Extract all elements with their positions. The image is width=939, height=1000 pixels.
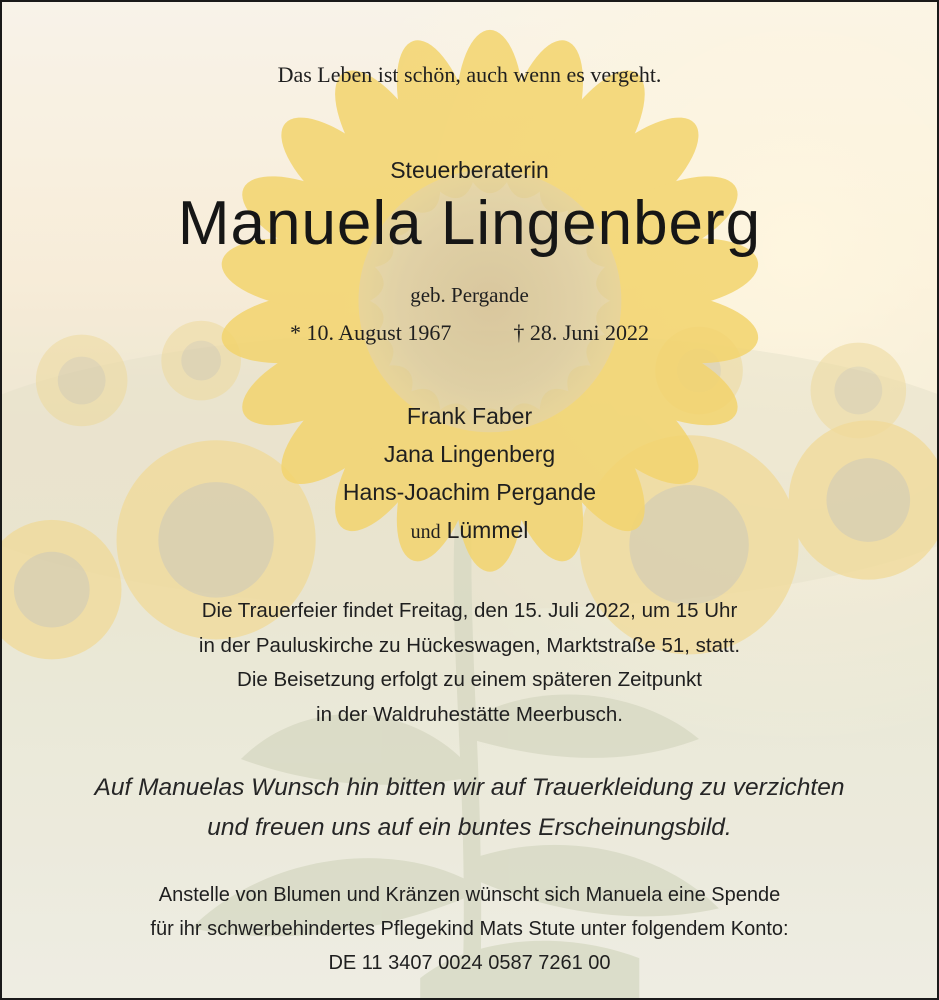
service-line: in der Pauluskirche zu Hückeswagen, Marktstraße 51, statt. [198, 633, 741, 657]
mourner: Jana Lingenberg [383, 441, 556, 467]
mourner: Hans-Joachim Pergande [342, 479, 597, 505]
service-line: Die Trauerfeier findet Freitag, den 15. Juli 2022, um 15 Uhr [201, 599, 738, 622]
life-dates [2, 320, 937, 346]
conjunction: und [410, 521, 441, 543]
mourner-last [2, 517, 937, 544]
birth-date: * 10. August 1967 [289, 320, 452, 345]
donation-request [2, 878, 937, 980]
motto: Das Leben ist schön, auch wenn es vergeht. [277, 62, 662, 87]
deceased-name: Manuela Lingenberg [177, 189, 762, 258]
wish-line: und freuen uns auf ein buntes Erscheinungsbild. [207, 814, 732, 841]
maiden-name: geb. Pergande [410, 283, 529, 307]
donation-iban: DE 11 3407 0024 0587 7261 00 [328, 952, 611, 974]
service-line: Die Beisetzung erfolgt zu einem späteren Zeitpunkt [237, 668, 702, 691]
mourner: Lümmel [446, 517, 529, 543]
mourner: Frank Faber [406, 403, 533, 429]
funeral-service-info [2, 594, 937, 732]
death-date: † 28. Juni 2022 [513, 320, 650, 345]
donation-line: Anstelle von Blumen und Kränzen wünscht sich Manuela eine Spende [158, 884, 781, 906]
profession: Steuerberaterin [390, 157, 549, 183]
service-line: in der Waldruhestätte Meerbusch. [316, 702, 623, 726]
dress-code-wish [2, 768, 937, 848]
wish-line: Auf Manuelas Wunsch hin bitten wir auf Trauerkleidung zu verzichten [94, 774, 845, 801]
donation-line: für ihr schwerbehindertes Pflegekind Mats Stute unter folgendem Konto: [150, 918, 789, 940]
